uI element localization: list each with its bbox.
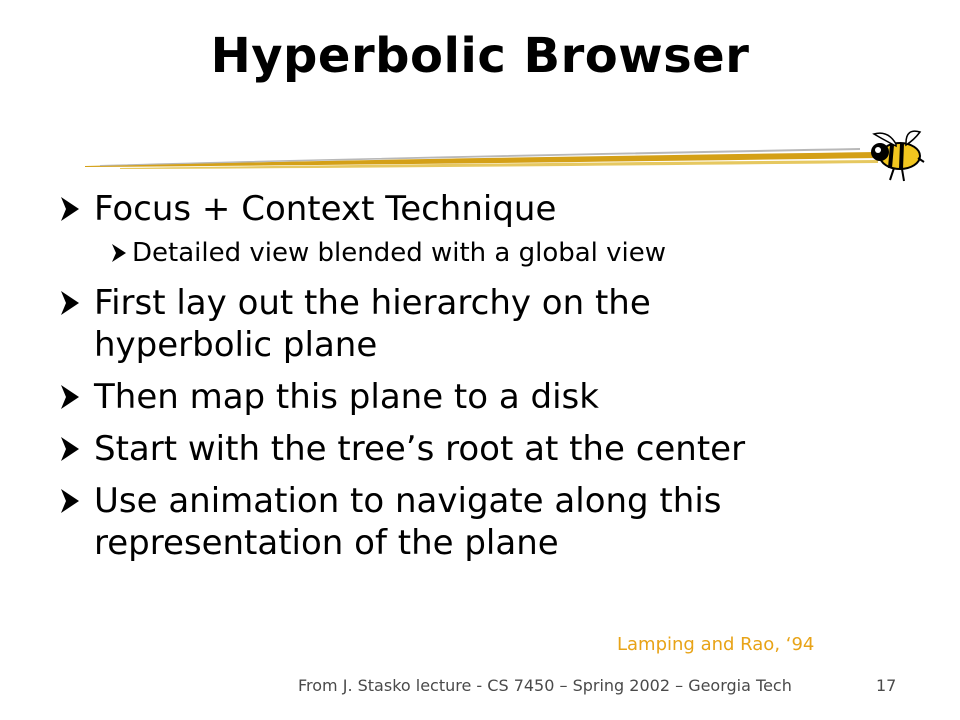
arrow-bullet-icon xyxy=(58,428,84,470)
page-number: 17 xyxy=(876,676,897,695)
arrow-bullet-icon xyxy=(58,282,84,324)
bullet-item xyxy=(58,480,854,564)
citation: Lamping and Rao, ‘94 xyxy=(617,634,815,655)
bullet-list xyxy=(58,188,918,574)
bullet-text: Then map this plane to a disk xyxy=(94,377,599,417)
sub-bullet-item xyxy=(110,236,918,270)
bullet-text: Use animation to navigate along this representation of the plane xyxy=(94,481,722,563)
arrow-bullet-icon xyxy=(58,376,84,418)
arrow-bullet-icon xyxy=(58,188,84,230)
footer-text: From J. Stasko lecture - CS 7450 – Spring 2002 – Georgia Tech xyxy=(298,676,792,695)
bullet-item xyxy=(58,282,794,366)
bullet-text: First lay out the hierarchy on the hyperbolic plane xyxy=(94,283,651,365)
sub-bullet-text: Detailed view blended with a global view xyxy=(132,238,667,268)
yellow-jacket-bee-icon xyxy=(866,128,926,184)
bullet-text: Start with the tree’s root at the center xyxy=(94,429,746,469)
bullet-item xyxy=(58,376,918,418)
bullet-item xyxy=(58,188,918,230)
slide-title: Hyperbolic Browser xyxy=(210,28,750,84)
arrow-bullet-icon xyxy=(110,236,130,270)
gold-rule-divider xyxy=(80,128,880,194)
bullet-text: Focus + Context Technique xyxy=(94,189,557,229)
bullet-item xyxy=(58,428,918,470)
arrow-bullet-icon xyxy=(58,480,84,522)
